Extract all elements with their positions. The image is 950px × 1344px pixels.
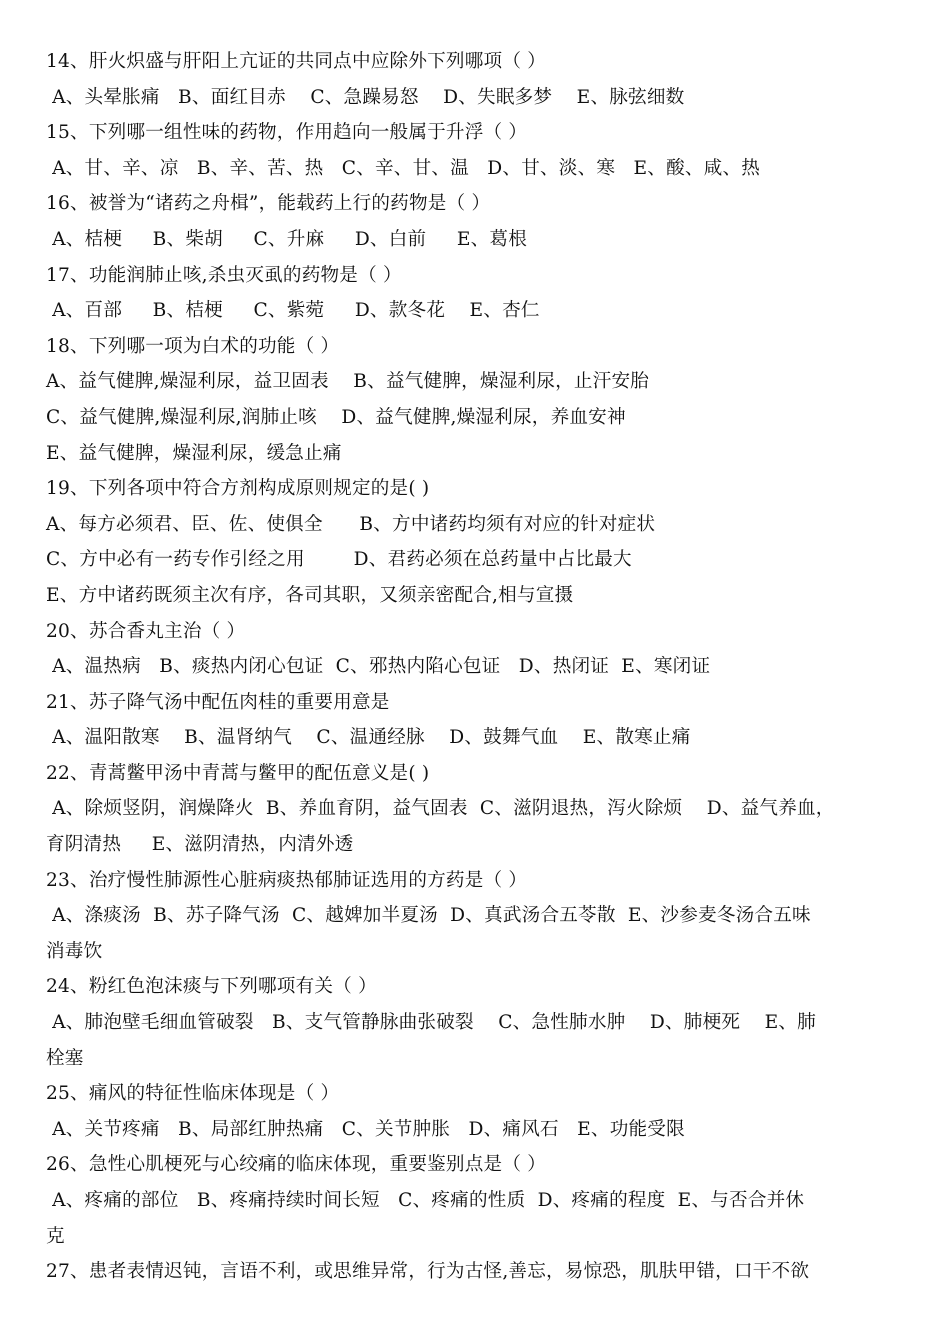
question-23-stem: 23、治疗慢性肺源性心脏病痰热郁肺证选用的方药是（ ）	[46, 869, 528, 891]
question-24-options: A、肺泡壁毛细血管破裂 B、支气管静脉曲张破裂 C、急性肺水肿 D、肺梗死 E、肺	[46, 1012, 816, 1034]
question-25-stem: 25、痛风的特征性临床体现是（ ）	[46, 1083, 340, 1105]
question-19-stem: 19、下列各项中符合方剂构成原则规定的是( )	[46, 478, 430, 500]
question-17-options: A、百部 B、桔梗 C、紫菀 D、款冬花 E、杏仁	[46, 300, 540, 322]
question-25-options: A、关节疼痛 B、局部红肿热痛 C、关节肿胀 D、痛风石 E、功能受限	[46, 1118, 685, 1140]
question-21-stem: 21、苏子降气汤中配伍肉桂的重要用意是	[46, 691, 390, 713]
document-page	[46, 44, 916, 1290]
question-18-options-ab: A、益气健脾,燥湿利尿，益卫固表 B、益气健脾，燥湿利尿，止汗安胎	[46, 371, 650, 393]
question-15-options: A、甘、辛、凉 B、辛、苦、热 C、辛、甘、温 D、甘、淡、寒 E、酸、咸、热	[46, 157, 761, 179]
question-21-options: A、温阳散寒 B、温肾纳气 C、温通经脉 D、鼓舞气血 E、散寒止痛	[46, 727, 691, 749]
question-14-stem: 14、肝火炽盛与肝阳上亢证的共同点中应除外下列哪项（ ）	[46, 51, 547, 72]
question-18-stem: 18、下列哪一项为白术的功能（ ）	[46, 335, 340, 357]
question-22-options-continued: 育阴清热 E、滋阴清热，内清外透	[46, 834, 354, 856]
question-24-options-continued: 栓塞	[46, 1047, 84, 1069]
question-23-options-continued: 消毒饮	[46, 940, 103, 962]
question-18-option-e: E、益气健脾，燥湿利尿，缓急止痛	[46, 442, 342, 464]
question-24-stem: 24、粉红色泡沫痰与下列哪项有关（ ）	[46, 976, 377, 998]
question-17-stem: 17、功能润肺止咳,杀虫灭虱的药物是（ ）	[46, 264, 402, 286]
question-26-stem: 26、急性心肌梗死与心绞痛的临床体现，重要鉴别点是（ ）	[46, 1154, 547, 1176]
question-22-stem: 22、青蒿鳖甲汤中青蒿与鳖甲的配伍意义是( )	[46, 762, 430, 784]
question-26-options-continued: 克	[46, 1225, 65, 1247]
question-22-options: A、除烦竖阴，润燥降火 B、养血育阴，益气固表 C、滋阴退热，泻火除烦 D、益气养血，	[46, 798, 835, 820]
question-20-options: A、温热病 B、痰热内闭心包证 C、邪热内陷心包证 D、热闭证 E、寒闭证	[46, 656, 711, 678]
question-19-options-cd: C、方中必有一药专作引经之用 D、君药必须在总药量中占比最大	[46, 549, 632, 571]
question-18-options-cd: C、益气健脾,燥湿利尿,润肺止咳 D、益气健脾,燥湿利尿，养血安神	[46, 406, 626, 428]
question-15-stem: 15、下列哪一组性味的药物，作用趋向一般属于升浮（ ）	[46, 122, 528, 144]
question-23-options: A、涤痰汤 B、苏子降气汤 C、越婢加半夏汤 D、真武汤合五苓散 E、沙参麦冬汤合五味	[46, 905, 811, 927]
question-20-stem: 20、苏合香丸主治（ ）	[46, 620, 246, 642]
question-19-option-e: E、方中诸药既须主次有序，各司其职，又须亲密配合,相与宣摄	[46, 584, 574, 606]
question-16-stem: 16、被誉为“诸药之舟楫”，能载药上行的药物是（ ）	[46, 193, 491, 215]
question-16-options: A、桔梗 B、柴胡 C、升麻 D、白前 E、葛根	[46, 228, 528, 250]
question-26-options: A、疼痛的部位 B、疼痛持续时间长短 C、疼痛的性质 D、疼痛的程度 E、与否合并休	[46, 1190, 805, 1211]
question-14-options: A、头晕胀痛 B、面红目赤 C、急躁易怒 D、失眠多梦 E、脉弦细数	[46, 86, 685, 108]
question-27-stem: 27、患者表情迟钝，言语不利，或思维异常，行为古怪,善忘，易惊恐，肌肤甲错，口干不欲	[46, 1261, 810, 1283]
question-19-options-ab: A、每方必须君、臣、佐、使俱全 B、方中诸药均须有对应的针对症状	[46, 513, 656, 535]
